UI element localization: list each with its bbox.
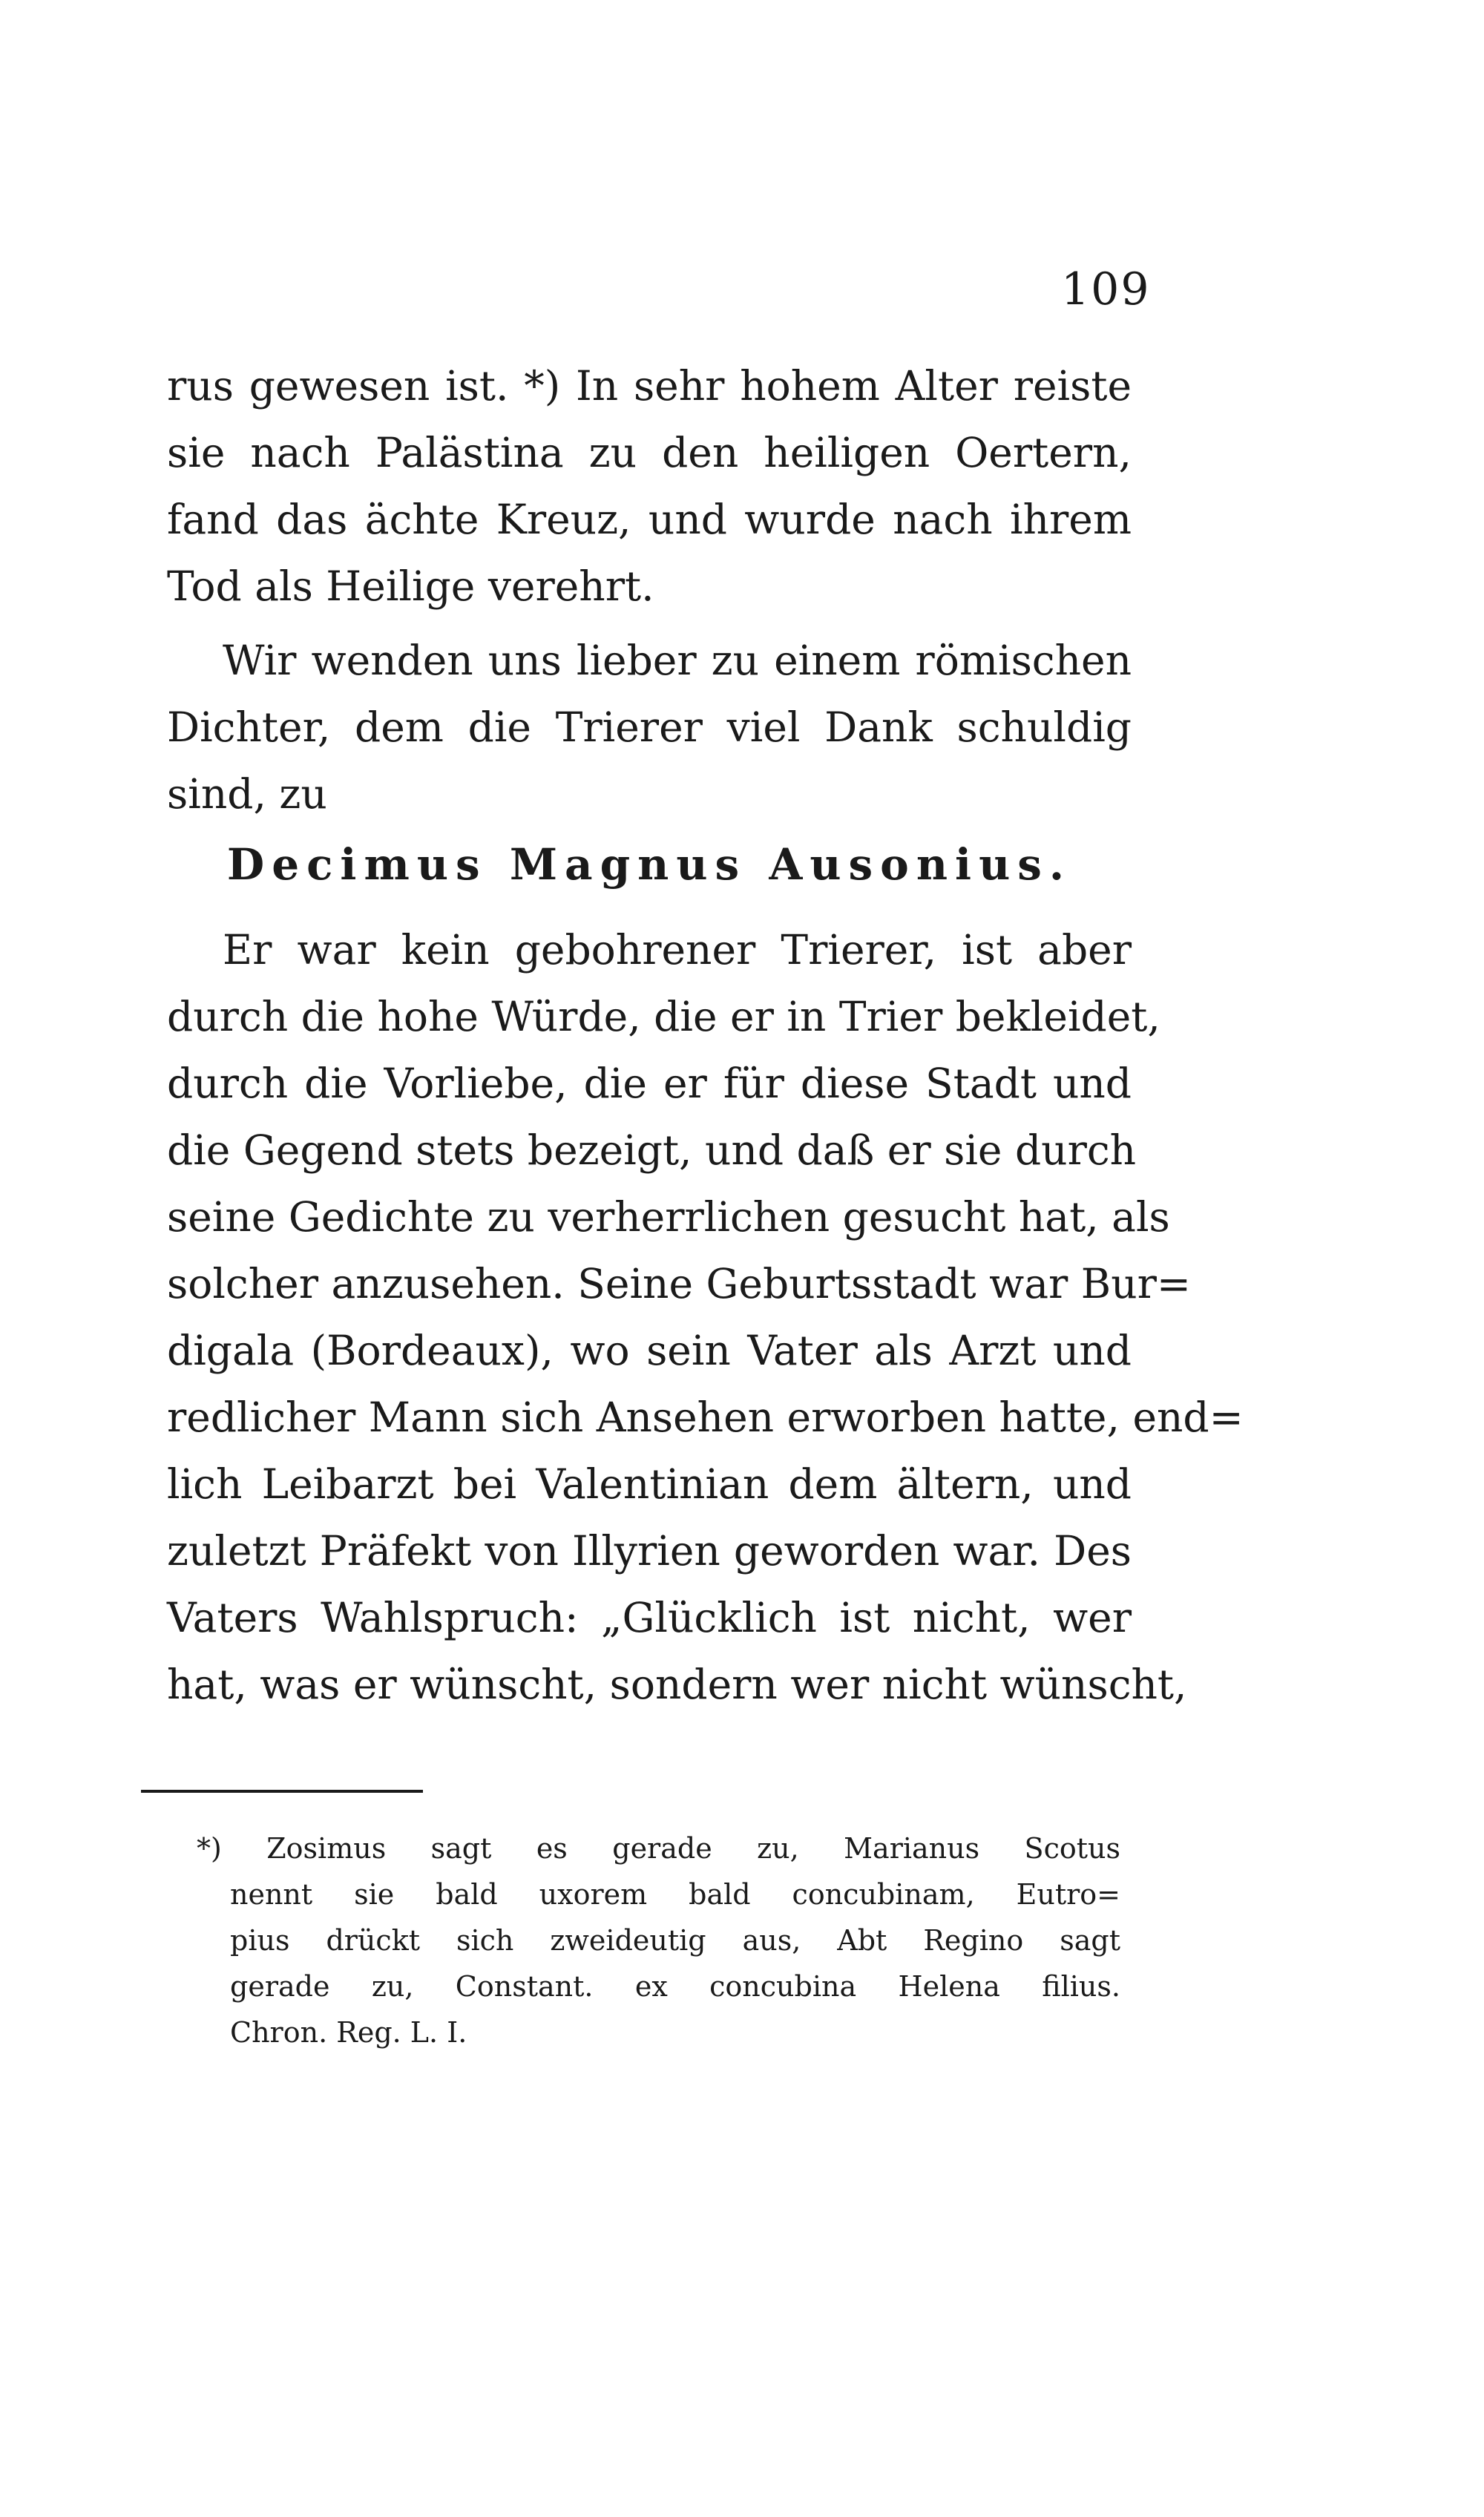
text-line: lich Leibarzt bei Valentinian dem ältern, und [167, 1460, 1132, 1508]
text-line: sie nach Palästina zu den heiligen Oertern, [167, 429, 1132, 476]
text-line: zuletzt Präfekt von Illyrien geworden war. Des [167, 1527, 1132, 1575]
text-line: solcher anzusehen. Seine Geburtsstadt war Bur= [167, 1260, 1191, 1307]
text-line: sind, zu [167, 770, 327, 818]
text-line: durch die hohe Würde, die er in Trier bekleidet, [167, 993, 1160, 1040]
text-line: Dichter, dem die Trierer viel Dank schuldig [167, 703, 1132, 751]
footnote-divider [141, 1790, 423, 1793]
text-line: redlicher Mann sich Ansehen erworben hatte, end= [167, 1394, 1244, 1441]
text-line: seine Gedichte zu verherrlichen gesucht hat, als [167, 1193, 1170, 1241]
text-line: durch die Vorliebe, die er für diese Stadt und [167, 1060, 1132, 1107]
footnote-line: Chron. Reg. L. I. [230, 2016, 467, 2049]
text-line: fand das ächte Kreuz, und wurde nach ihrem [167, 496, 1132, 543]
text-line: digala (Bordeaux), wo sein Vater als Arzt und [167, 1327, 1132, 1374]
footnote-line: nennt sie bald uxorem bald concubinam, Eutro= [230, 1878, 1120, 1911]
text-line: Vaters Wahlspruch: „Glücklich ist nicht, wer [167, 1594, 1132, 1641]
text-line: hat, was er wünscht, sondern wer nicht wünscht, [167, 1661, 1187, 1708]
text-line: die Gegend stets bezeigt, und daß er sie durch [167, 1126, 1137, 1174]
text-line: Tod als Heilige verehrt. [167, 562, 654, 610]
section-heading: Decimus Magnus Ausonius. [226, 839, 1072, 890]
footnote-line: pius drückt sich zweideutig aus, Abt Regino sagt [230, 1924, 1120, 1957]
footnote-line: gerade zu, Constant. ex concubina Helena filius. [230, 1970, 1120, 2003]
text-line: Er war kein gebohrener Trierer, ist aber [223, 926, 1132, 974]
text-line: rus gewesen ist. *) In sehr hohem Alter reiste [167, 362, 1132, 410]
text-line: Wir wenden uns lieber zu einem römischen [223, 637, 1132, 684]
footnote-line: *) Zosimus sagt es gerade zu, Marianus Scotus [197, 1832, 1120, 1865]
page-number: 109 [1061, 263, 1151, 315]
